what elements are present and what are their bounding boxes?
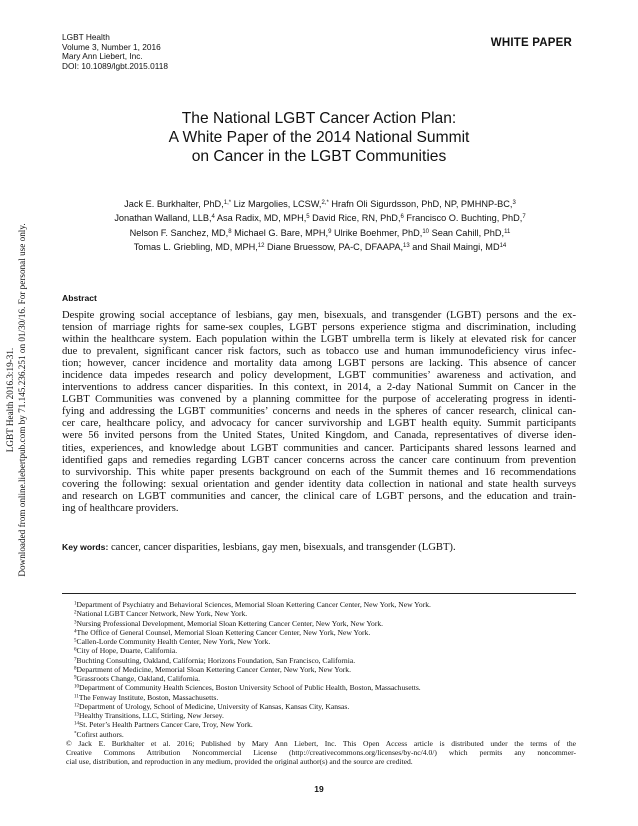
abstract-line: tension of marriage rights for same-sex couples, LGBT persons experience stigma and discrimination, including (62, 322, 576, 334)
affiliation-text: Grassroots Change, Oakland, California. (76, 674, 201, 683)
journal-header (62, 33, 168, 71)
author-name: David Rice, RN, PhD, (312, 213, 401, 224)
author-affiliation-mark: 13 (403, 243, 410, 250)
affiliation-text: Department of Medicine, Memorial Sloan Kettering Cancer Center, New York, New York. (76, 664, 351, 674)
author-name: Sean Cahill, PhD, (431, 227, 505, 238)
title-line-3: on Cancer in the LGBT Communities (191, 148, 447, 165)
affiliation-item (62, 730, 576, 739)
affiliation-item (62, 609, 576, 618)
author-name: and Shail Maingi, MD (412, 242, 500, 253)
affiliation-number: 5 (74, 638, 77, 644)
affiliation-number: 9 (74, 675, 77, 681)
affiliation-number: 10 (74, 684, 79, 690)
affiliation-text: City of Hope, Duarte, California. (76, 646, 178, 656)
affiliation-number: 4 (74, 629, 77, 635)
affiliation-item (62, 674, 576, 683)
affiliation-text: Callen-Lorde Community Health Center, New York, New York. (76, 637, 271, 646)
affiliation-item (62, 665, 576, 674)
abstract-heading: Abstract (62, 293, 97, 303)
journal-volume: Volume 3, Number 1, 2016 (62, 41, 161, 52)
doi[interactable]: DOI: 10.1089/lgbt.2015.0118 (62, 60, 168, 71)
affiliation-number: 14 (74, 721, 79, 727)
author-name: Michael G. Bare, MPH, (234, 227, 329, 238)
affiliation-text: Department of Urology, School of Medicine, University of Kansas, Kansas City, Kansas. (79, 701, 350, 711)
author-name: Francisco O. Buchting, PhD, (406, 213, 523, 224)
abstract-line: fying and addressing the LGBT communities’ concerns and needs in the spheres of cancer research, clinical can- (62, 406, 576, 418)
article-title (62, 109, 576, 166)
affiliation-number: * (74, 731, 77, 736)
author-name: Jonathan Walland, LLB, (114, 213, 212, 224)
author-name: Ulrike Boehmer, PhD, (333, 227, 423, 238)
abstract-line: due to prevalent, significant cancer risk factors, such as tobacco use and human immunodeficiency virus infec- (62, 346, 576, 358)
author-name: Jack E. Burkhalter, PhD, (124, 199, 224, 209)
author-affiliation-mark: 5 (306, 214, 310, 221)
keywords-text: cancer, cancer disparities, lesbians, gay men, bisexuals, and transgender (LGBT). (110, 542, 456, 553)
author-name: Liz Margolies, LCSW, (233, 199, 322, 209)
abstract-line: tion; however, cancer incidence and mortality data among LGBT persons are lacking. This absence of cancer (62, 358, 576, 370)
abstract-line: and research on LGBT communities and cancer, the clinical care of LGBT persons, and the education and train- (62, 490, 576, 502)
affiliation-item (62, 711, 576, 720)
license-line-3: cial use, distribution, and reproduction in any medium, provided the original author(s) and the source are credited. (66, 757, 413, 767)
author-affiliation-mark: 3 (512, 200, 516, 206)
abstract-line: cer care, healthcare policy, and advocacy for cancer survivorship and LGBT health equity. Summit participants (62, 418, 576, 430)
affiliation-number: 12 (74, 703, 79, 709)
affiliation-item (62, 720, 576, 729)
author-affiliation-mark: 8 (228, 228, 232, 235)
side-note-download-info: Downloaded from online.liebertpub.com by 71.145.236.251 on 01/30/16. For personal use only. (17, 223, 27, 577)
affiliation-text: Department of Psychiatry and Behavioral Sciences, Memorial Sloan Kettering Cancer Center, New York, New York. (76, 600, 431, 609)
affiliation-text: National LGBT Cancer Network, New York, New York. (76, 609, 248, 619)
affiliation-item (62, 683, 576, 692)
abstract-line: covering the following: sexual orientation and gender identity data collection in national and state health surveys (62, 478, 576, 490)
page-number: 19 (314, 784, 324, 794)
affiliation-item (62, 656, 576, 665)
affiliation-item (62, 637, 576, 646)
download-side-note (4, 190, 44, 610)
license-line-2[interactable]: Creative Commons Attribution Noncommercial License (http://creativecommons.org/licenses/by-nc/4.0/) which permits any noncommer- (66, 748, 576, 757)
abstract-line: ing of healthcare providers. (62, 502, 179, 514)
license-line-1: © Jack E. Burkhalter et al. 2016; Published by Mary Ann Liebert, Inc. This Open Access article is distributed under the terms of the (66, 738, 576, 748)
author-affiliation-mark: 4 (211, 214, 215, 221)
author-name: Diane Bruessow, PA-C, DFAAPA, (267, 242, 404, 253)
keywords (62, 541, 576, 554)
license-statement (62, 739, 576, 767)
affiliation-number: 7 (74, 657, 77, 662)
keywords-label: Key words: (62, 542, 109, 552)
affiliation-text: St. Peter’s Health Partners Cancer Care, Troy, New York. (79, 720, 253, 730)
affiliation-text: Department of Community Health Sciences, Boston University School of Public Health, Boston, Massachusetts. (79, 683, 421, 693)
abstract-line: Despite growing social acceptance of lesbians, gay men, bisexuals, and transgender (LGBT) persons and the ex- (62, 310, 576, 321)
affiliation-text: The Fenway Institute, Boston, Massachusetts. (78, 692, 219, 702)
abstract-body (62, 310, 576, 515)
affiliation-text: Cofirst authors. (76, 729, 124, 739)
affiliation-item (62, 693, 576, 702)
author-affiliation-mark: 10 (422, 228, 430, 235)
title-line-2: A White Paper of the 2014 National Summit (168, 129, 470, 146)
publisher-name: Mary Ann Liebert, Inc. (62, 51, 143, 62)
abstract-line: to survivorship. This white paper presents background on each of the Summit themes and 16 recommendations (62, 466, 576, 478)
affiliation-text: Nursing Professional Development, Memorial Sloan Kettering Cancer Center, New York, New York. (76, 618, 384, 628)
author-name: Asa Radix, MD, MPH, (216, 213, 307, 224)
author-affiliation-mark: 6 (400, 214, 404, 221)
abstract-line: identified gaps and remedies regarding LGBT cancer concerns across the cancer care continuum from prevention (62, 454, 576, 466)
affiliation-number: 3 (74, 620, 77, 625)
affiliations (62, 600, 576, 767)
author-affiliation-mark: 7 (522, 214, 526, 221)
author-affiliation-mark: 11 (504, 228, 511, 235)
author-affiliation-mark: 12 (257, 243, 265, 250)
side-note-citation: LGBT Health 2016.3:19-31. (5, 347, 15, 453)
side-note-text (4, 190, 28, 610)
journal-name: LGBT Health (62, 32, 110, 42)
affiliation-list (62, 600, 576, 739)
abstract-line: were 56 invited persons from the United States, United Kingdom, and Canada, representatives of diverse iden- (62, 430, 576, 442)
affiliation-number: 2 (74, 610, 77, 616)
section-label: WHITE PAPER (490, 37, 572, 49)
affiliation-number: 6 (74, 647, 77, 653)
affiliation-item (62, 702, 576, 711)
abstract-line: incidence data impedes research and policy development, LGBT communities’ awareness and activation, and (62, 370, 576, 382)
title-line-1: The National LGBT Cancer Action Plan: (181, 110, 457, 127)
abstract-line: interventions to address cancer disparities. In this context, in 2014, a 2-day National Summit on Cancer in the (62, 382, 576, 394)
author-affiliation-mark: 2,* (321, 200, 329, 206)
affiliation-number: 8 (74, 666, 77, 672)
author-list (80, 197, 560, 255)
affiliation-number: 11 (74, 694, 79, 699)
author-affiliation-mark: 1,* (223, 200, 232, 206)
author-name: Nelson F. Sanchez, MD, (129, 227, 229, 238)
affiliation-item (62, 600, 576, 609)
affiliation-item (62, 619, 576, 628)
affiliation-text: The Office of General Counsel, Memorial Sloan Kettering Cancer Center, New York, New York. (76, 627, 371, 637)
affiliation-item (62, 628, 576, 637)
author-name: Tomas L. Griebling, MD, MPH, (133, 242, 258, 253)
abstract-line: LGBT Communities was convened by a planning committee for the purpose of accelerating progress in identi- (62, 394, 576, 406)
affiliation-text: Healthy Transitions, LLC, Stirling, New Jersey. (79, 711, 224, 720)
affiliation-text: Buchting Consulting, Oakland, California; Horizons Foundation, San Francisco, California. (76, 655, 356, 665)
author-affiliation-mark: 9 (328, 228, 332, 235)
affiliation-number: 1 (74, 601, 77, 607)
author-affiliation-mark: 14 (499, 243, 507, 250)
affiliation-item (62, 646, 576, 655)
affiliation-number: 13 (74, 712, 79, 718)
footnote-divider (62, 593, 576, 594)
author-name: Hrafn Oli Sigurdsson, PhD, NP, PMHNP-BC, (331, 199, 513, 209)
abstract-line: tities, experiences, and knowledge about LGBT communities and cancer. Participants shared lessons learned and (62, 442, 576, 454)
abstract-line: within the healthcare system. Each population within the LGBT umbrella term is likely at elevated risk for cancer (62, 334, 576, 346)
